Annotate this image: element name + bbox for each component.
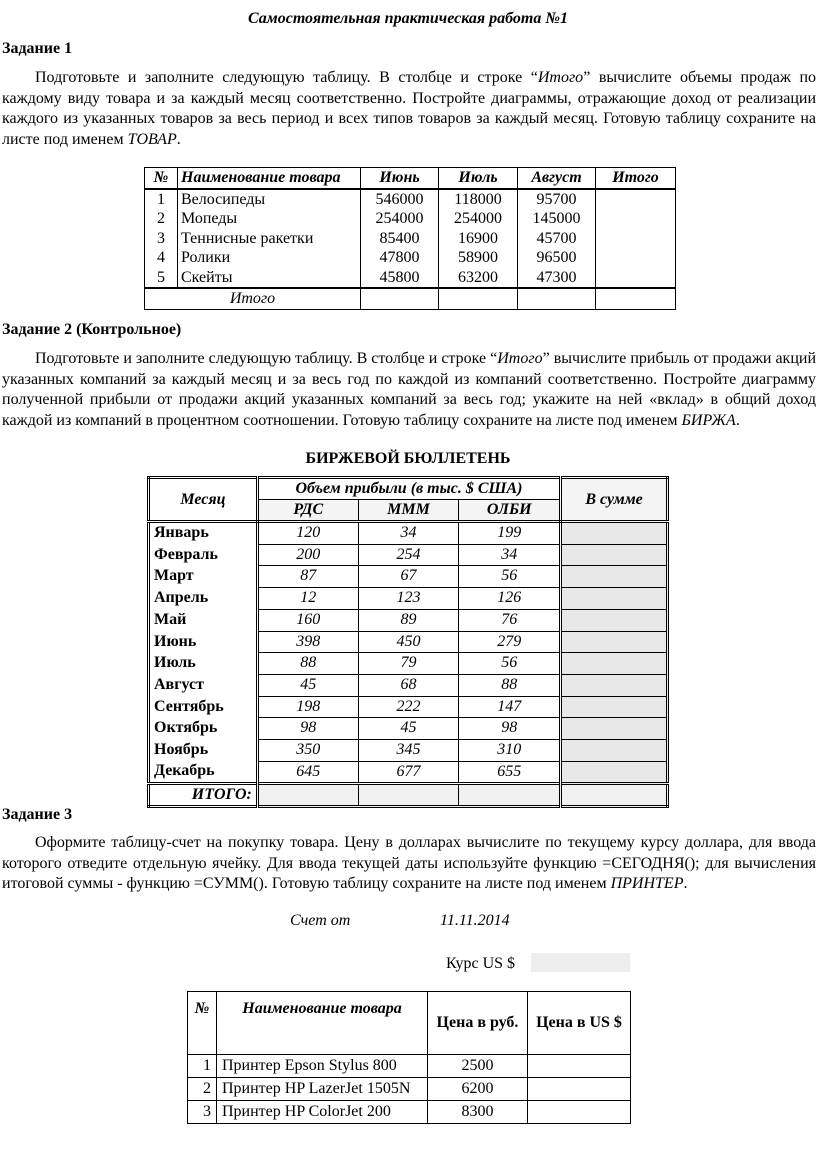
cell-olbi: 98 — [459, 718, 561, 740]
cell-number: 2 — [188, 1078, 217, 1101]
cell-sum — [561, 674, 668, 696]
col-header-number: № — [145, 168, 178, 189]
cell-total — [596, 189, 676, 210]
cell-number: 1 — [188, 1055, 217, 1078]
sales-table-header — [145, 168, 676, 189]
cell-august: 96500 — [518, 248, 596, 268]
cell-product: Мопеды — [178, 209, 361, 229]
cell-sum — [561, 653, 668, 675]
cell-olbi: 655 — [459, 761, 561, 784]
table-row — [149, 653, 668, 675]
cell-mmm: 254 — [358, 544, 459, 566]
cell-price-rub: 2500 — [428, 1055, 528, 1078]
col-header-month: Месяц — [149, 478, 258, 522]
invoice-table — [187, 991, 631, 1124]
cell-rds: 645 — [257, 761, 358, 784]
cell-mmm: 677 — [358, 761, 459, 784]
cell-olbi: 147 — [459, 696, 561, 718]
cell-month: Сентябрь — [149, 696, 258, 718]
table-row — [145, 229, 676, 249]
total-mmm-cell — [358, 784, 459, 807]
cell-sum — [561, 566, 668, 588]
cell-mmm: 345 — [358, 740, 459, 762]
cell-mmm: 123 — [358, 588, 459, 610]
invoice-table-header — [188, 992, 631, 1055]
table-row — [149, 718, 668, 740]
exchange-rate-cell[interactable] — [531, 953, 630, 972]
cell-total — [596, 268, 676, 289]
cell-sum — [561, 588, 668, 610]
cell-june: 85400 — [361, 229, 439, 249]
cell-number: 4 — [145, 248, 178, 268]
cell-rds: 160 — [257, 609, 358, 631]
cell-august: 47300 — [518, 268, 596, 289]
table-row — [188, 1078, 631, 1101]
cell-rds: 350 — [257, 740, 358, 762]
cell-price-usd — [528, 1078, 631, 1101]
cell-sum — [561, 740, 668, 762]
total-rds-cell — [257, 784, 358, 807]
cell-olbi: 199 — [459, 522, 561, 545]
task3-heading: Задание 3 — [2, 806, 73, 823]
col-header-total: Итого — [596, 168, 676, 189]
cell-rds: 98 — [257, 718, 358, 740]
sales-table — [144, 167, 676, 310]
table-row — [145, 189, 676, 210]
table-row — [149, 588, 668, 610]
cell-july: 58900 — [439, 248, 518, 268]
table-row — [149, 674, 668, 696]
table-row — [149, 566, 668, 588]
cell-rds: 198 — [257, 696, 358, 718]
cell-olbi: 279 — [459, 631, 561, 653]
cell-sum — [561, 522, 668, 545]
col-header-price-rub: Цена в руб. — [428, 992, 528, 1055]
table-row — [145, 268, 676, 289]
cell-olbi: 56 — [459, 566, 561, 588]
task1-description: Подготовьте и заполните следующую таблицу. В столбце и строке “Итого” вычислите объемы продаж по каждому виду товара и за каждый месяц соответственно. Постройте диаграммы, отражающие доход от реализации каждого из указанных товаров за весь период и всех типов товаров за каждый месяц. Готовую таблицу сохраните на листе под именем ТОВАР. — [2, 69, 816, 148]
cell-olbi: 34 — [459, 544, 561, 566]
total-sum-cell — [561, 784, 668, 807]
invoice-label: Счет от — [290, 912, 351, 929]
cell-sum — [561, 696, 668, 718]
table-row — [149, 740, 668, 762]
total-june-cell — [361, 288, 439, 309]
cell-july: 254000 — [439, 209, 518, 229]
task3-description: Оформите таблицу-счет на покупку товара. Цену в долларах вычислите по текущему курсу доллара, для ввода которого отведите отдельную ячейку. Для ввода текущей даты используйте функцию =СЕГОДНЯ(); для вычисления итоговой суммы - функцию =СУММ(). Готовую таблицу сохраните на листе под именем ПРИНТЕР. — [2, 834, 816, 893]
cell-mmm: 89 — [358, 609, 459, 631]
cell-total — [596, 248, 676, 268]
cell-sum — [561, 761, 668, 784]
cell-rds: 398 — [257, 631, 358, 653]
cell-number: 1 — [145, 189, 178, 210]
cell-number: 5 — [145, 268, 178, 289]
cell-june: 47800 — [361, 248, 439, 268]
cell-product: Принтер HP LazerJet 1505N — [217, 1078, 428, 1101]
table-row — [149, 609, 668, 631]
cell-month: Январь — [149, 522, 258, 545]
page-title: Самостоятельная практическая работа №1 — [247, 10, 569, 27]
cell-price-usd — [528, 1055, 631, 1078]
cell-month: Март — [149, 566, 258, 588]
cell-july: 63200 — [439, 268, 518, 289]
task1-heading: Задание 1 — [2, 40, 73, 57]
col-header-sum: В сумме — [561, 478, 668, 522]
table-row — [149, 522, 668, 545]
cell-august: 145000 — [518, 209, 596, 229]
table-row — [145, 248, 676, 268]
table-row — [149, 544, 668, 566]
cell-month: Февраль — [149, 544, 258, 566]
col-header-price-usd: Цена в US $ — [528, 992, 631, 1055]
cell-total — [596, 209, 676, 229]
col-header-olbi: ОЛБИ — [459, 500, 561, 522]
cell-month: Август — [149, 674, 258, 696]
cell-olbi: 76 — [459, 609, 561, 631]
cell-olbi: 56 — [459, 653, 561, 675]
total-row — [149, 784, 668, 807]
cell-rds: 200 — [257, 544, 358, 566]
cell-july: 118000 — [439, 189, 518, 210]
col-header-july: Июль — [439, 168, 518, 189]
cell-month: Июль — [149, 653, 258, 675]
cell-product: Принтер Epson Stylus 800 — [217, 1055, 428, 1078]
table-row — [188, 1055, 631, 1078]
cell-mmm: 222 — [358, 696, 459, 718]
cell-sum — [561, 718, 668, 740]
cell-month: Май — [149, 609, 258, 631]
cell-sum — [561, 631, 668, 653]
total-august-cell — [518, 288, 596, 309]
cell-august: 95700 — [518, 189, 596, 210]
task2-heading: Задание 2 (Контрольное) — [2, 321, 182, 338]
cell-price-rub: 8300 — [428, 1101, 528, 1124]
cell-month: Ноябрь — [149, 740, 258, 762]
task2-description: Подготовьте и заполните следующую таблицу. В столбце и строке “Итого” вычислите прибыль от продажи акций указанных компаний за каждый месяц и за весь год по каждой из компаний соответственно. Постройте диаграмму полученной прибыли от продажи акций указанных компаний за весь год; укажите на ней «вклад» в общий доход каждой из компаний в процентном соотношении. Готовую таблицу сохраните на листе под именем БИРЖА. — [2, 350, 816, 429]
cell-june: 45800 — [361, 268, 439, 289]
cell-month: Апрель — [149, 588, 258, 610]
total-olbi-cell — [459, 784, 561, 807]
cell-sum — [561, 544, 668, 566]
cell-number: 3 — [188, 1101, 217, 1124]
col-header-mmm: МММ — [358, 500, 459, 522]
col-header-rds: РДС — [257, 500, 358, 522]
cell-olbi: 88 — [459, 674, 561, 696]
col-header-product: Наименование товара — [217, 992, 428, 1055]
col-header-product: Наименование товара — [178, 168, 361, 189]
cell-product: Велосипеды — [178, 189, 361, 210]
cell-product: Скейты — [178, 268, 361, 289]
cell-price-rub: 6200 — [428, 1078, 528, 1101]
cell-number: 3 — [145, 229, 178, 249]
cell-august: 45700 — [518, 229, 596, 249]
stock-table — [147, 476, 669, 808]
cell-month: Октябрь — [149, 718, 258, 740]
col-header-june: Июнь — [361, 168, 439, 189]
cell-mmm: 34 — [358, 522, 459, 545]
col-header-august: Август — [518, 168, 596, 189]
cell-july: 16900 — [439, 229, 518, 249]
cell-mmm: 45 — [358, 718, 459, 740]
exchange-rate-label: Курс US $ — [446, 955, 516, 972]
cell-price-usd — [528, 1101, 631, 1124]
table-row — [149, 696, 668, 718]
cell-olbi: 310 — [459, 740, 561, 762]
cell-june: 254000 — [361, 209, 439, 229]
table-row — [149, 631, 668, 653]
cell-mmm: 67 — [358, 566, 459, 588]
table-row — [149, 761, 668, 784]
cell-month: Июнь — [149, 631, 258, 653]
col-header-number: № — [188, 992, 217, 1055]
total-grand-cell — [596, 288, 676, 309]
cell-number: 2 — [145, 209, 178, 229]
cell-mmm: 450 — [358, 631, 459, 653]
col-header-profit-group: Объем прибыли (в тыс. $ США) — [257, 478, 560, 500]
cell-sum — [561, 609, 668, 631]
total-label: Итого — [145, 288, 361, 309]
total-july-cell — [439, 288, 518, 309]
cell-olbi: 126 — [459, 588, 561, 610]
table-row — [145, 209, 676, 229]
cell-product: Принтер HP ColorJet 200 — [217, 1101, 428, 1124]
cell-june: 546000 — [361, 189, 439, 210]
table-row — [188, 1101, 631, 1124]
cell-rds: 87 — [257, 566, 358, 588]
cell-month: Декабрь — [149, 761, 258, 784]
cell-mmm: 79 — [358, 653, 459, 675]
cell-product: Теннисные ракетки — [178, 229, 361, 249]
cell-rds: 88 — [257, 653, 358, 675]
invoice-date: 11.11.2014 — [440, 912, 510, 929]
cell-total — [596, 229, 676, 249]
cell-rds: 12 — [257, 588, 358, 610]
cell-product: Ролики — [178, 248, 361, 268]
cell-mmm: 68 — [358, 674, 459, 696]
total-label: ИТОГО: — [149, 784, 258, 807]
cell-rds: 120 — [257, 522, 358, 545]
cell-rds: 45 — [257, 674, 358, 696]
total-row — [145, 288, 676, 309]
stock-bulletin-title: БИРЖЕВОЙ БЮЛЛЕТЕНЬ — [305, 450, 511, 467]
